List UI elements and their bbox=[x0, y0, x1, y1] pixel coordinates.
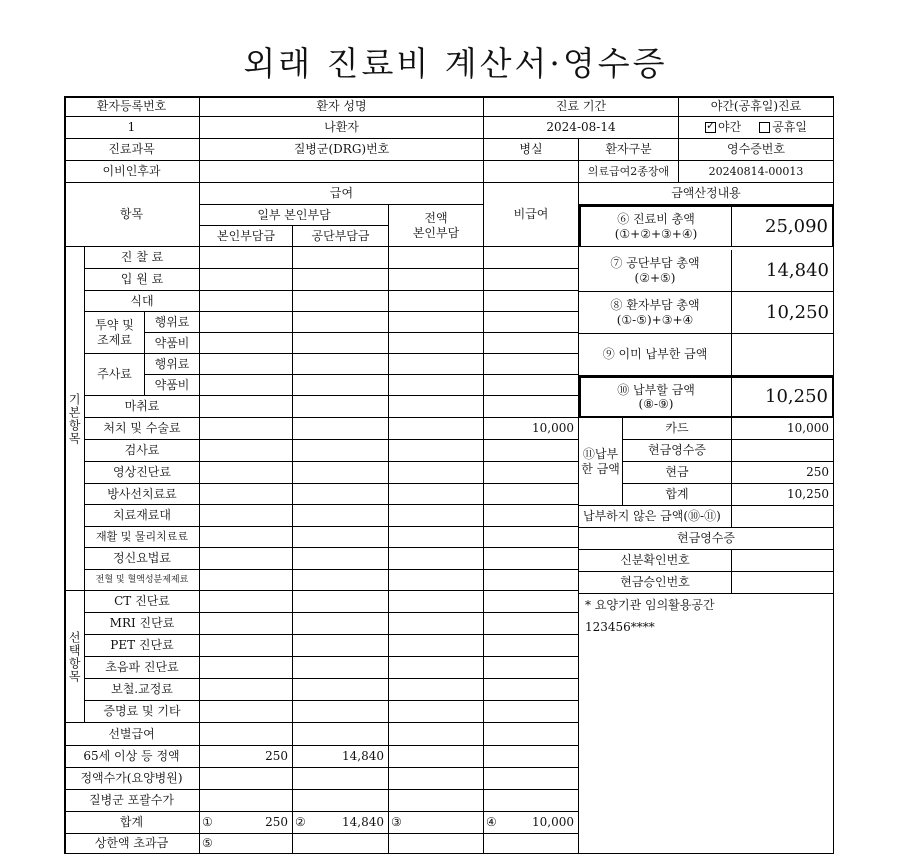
amount-cell bbox=[200, 462, 293, 484]
row-pet: PET 진단료 bbox=[85, 635, 200, 657]
ceiling-cell-3 bbox=[389, 834, 484, 854]
row-psych: 정신요법료 bbox=[85, 548, 200, 570]
row-drug-act: 행위료 bbox=[145, 312, 200, 333]
public-value: 14,840 bbox=[732, 250, 834, 292]
unpaid-value bbox=[732, 506, 834, 528]
row-drug-med: 약품비 bbox=[145, 333, 200, 354]
dept-value: 이비인후과 bbox=[64, 161, 200, 183]
amount-cell bbox=[293, 247, 389, 269]
amount-cell bbox=[200, 418, 293, 440]
sum-value: 10,250 bbox=[732, 484, 834, 506]
id-value bbox=[732, 550, 834, 572]
row-drug: 투약 및 조제료 bbox=[85, 312, 145, 354]
amount-cell bbox=[293, 570, 389, 591]
row-inject-med: 약품비 bbox=[145, 375, 200, 396]
amount-cell bbox=[200, 790, 293, 812]
row-elder: 65세 이상 등 정액 bbox=[64, 746, 200, 768]
amount-cell bbox=[293, 657, 389, 679]
pay-label-cell bbox=[579, 376, 732, 418]
public-formula: (②+⑤) bbox=[634, 270, 676, 285]
amount-cell bbox=[484, 247, 579, 269]
name-label: 환자 성명 bbox=[200, 96, 484, 117]
col-partial: 일부 본인부담 bbox=[200, 205, 389, 226]
amount-cell bbox=[484, 768, 579, 790]
amount-cell bbox=[389, 548, 484, 570]
holiday-checkbox[interactable] bbox=[759, 122, 770, 133]
row-fixed: 정액수가(요양병원) bbox=[64, 768, 200, 790]
amount-cell bbox=[293, 701, 389, 723]
drg-value bbox=[200, 161, 484, 183]
row-ceiling: 상한액 초과금 bbox=[64, 834, 200, 854]
amount-cell bbox=[484, 790, 579, 812]
row-us: 초음파 진단료 bbox=[85, 657, 200, 679]
cash-receipt-header: 현금영수증 bbox=[579, 528, 834, 550]
amount-cell bbox=[389, 701, 484, 723]
total-formula: (①+②+③+④) bbox=[614, 226, 698, 241]
amount-cell bbox=[389, 462, 484, 484]
room-label: 병실 bbox=[484, 139, 579, 161]
col-full: 전액 본인부담 bbox=[389, 205, 484, 247]
row-anes: 마취료 bbox=[85, 396, 200, 418]
sum-label: 합계 bbox=[623, 484, 732, 506]
row-blood: 전혈 및 혈액성분제제료 bbox=[85, 570, 200, 591]
patient-type-label: 환자구분 bbox=[579, 139, 679, 161]
amount-cell bbox=[484, 591, 579, 613]
amount-cell bbox=[293, 462, 389, 484]
row-test: 검사료 bbox=[85, 440, 200, 462]
reg-no-label: 환자등록번호 bbox=[64, 96, 200, 117]
total-full-cell bbox=[389, 812, 484, 834]
amount-cell bbox=[200, 354, 293, 375]
amount-cell bbox=[484, 375, 579, 396]
night-label: 야간(공휴일)진료 bbox=[679, 96, 834, 117]
row-total: 합계 bbox=[64, 812, 200, 834]
total-label: ⑥ 진료비 총액 bbox=[617, 212, 695, 227]
approval-label: 현금승인번호 bbox=[579, 572, 732, 594]
group-optional: 선택항목 bbox=[64, 591, 85, 723]
amount-cell bbox=[389, 312, 484, 333]
amount-cell bbox=[484, 291, 579, 312]
amount-cell bbox=[200, 440, 293, 462]
marker-5: ⑤ bbox=[202, 836, 213, 851]
elder-self-value: 250 bbox=[200, 746, 293, 768]
col-item: 항목 bbox=[64, 183, 200, 247]
card-label: 카드 bbox=[623, 418, 732, 440]
public-label: ⑦ 공단부담 총액 bbox=[610, 256, 700, 271]
marker-1: ① bbox=[202, 815, 213, 830]
amount-cell bbox=[389, 291, 484, 312]
amount-cell bbox=[389, 591, 484, 613]
amount-cell bbox=[484, 440, 579, 462]
amount-cell bbox=[293, 548, 389, 570]
amount-cell bbox=[484, 269, 579, 291]
amount-cell bbox=[389, 418, 484, 440]
room-value bbox=[484, 161, 579, 183]
holiday-option[interactable]: 공휴일 bbox=[759, 120, 807, 134]
total-noncovered-cell bbox=[484, 812, 579, 834]
ceiling-cell-4 bbox=[484, 834, 579, 854]
unpaid-label: 납부하지 않은 금액(⑩-⑪) bbox=[579, 506, 732, 528]
row-radio: 방사선치료료 bbox=[85, 484, 200, 505]
ceiling-self-cell bbox=[200, 834, 293, 854]
col-self-part: 본인부담금 bbox=[200, 226, 293, 247]
amount-cell bbox=[389, 375, 484, 396]
amount-cell bbox=[293, 375, 389, 396]
amount-cell bbox=[200, 333, 293, 354]
marker-4: ④ bbox=[486, 815, 497, 830]
pay-label: ⑩ 납부할 금액 bbox=[617, 382, 695, 397]
amount-cell bbox=[293, 790, 389, 812]
amount-cell bbox=[200, 291, 293, 312]
amount-cell bbox=[484, 484, 579, 505]
paid-label: ⑪납부 한 금액 bbox=[579, 418, 623, 506]
note-label: * 요양기관 임의활용공간 bbox=[585, 598, 715, 612]
amount-cell bbox=[484, 613, 579, 635]
amount-cell bbox=[484, 635, 579, 657]
total-noncovered-value: 10,000 bbox=[532, 815, 574, 830]
row-exam: 진 찰 료 bbox=[85, 247, 200, 269]
amount-cell bbox=[484, 354, 579, 375]
patient-value: 10,250 bbox=[732, 292, 834, 334]
patient-label-cell bbox=[579, 292, 732, 334]
patient-label: ⑧ 환자부담 총액 bbox=[610, 298, 700, 313]
amount-cell bbox=[389, 333, 484, 354]
amount-cell bbox=[293, 723, 389, 746]
amount-cell bbox=[200, 679, 293, 701]
row-ct: CT 진단료 bbox=[85, 591, 200, 613]
name-value: 나환자 bbox=[200, 117, 484, 139]
total-label-cell bbox=[579, 205, 732, 247]
amount-cell bbox=[293, 269, 389, 291]
amount-cell bbox=[200, 269, 293, 291]
amount-cell bbox=[200, 484, 293, 505]
amount-cell bbox=[484, 333, 579, 354]
drg-label: 질병군(DRG)번호 bbox=[200, 139, 484, 161]
row-inject-act: 행위료 bbox=[145, 354, 200, 375]
amount-cell bbox=[200, 396, 293, 418]
public-label-cell bbox=[579, 250, 732, 292]
amount-cell bbox=[200, 527, 293, 548]
row-selective: 선별급여 bbox=[64, 723, 200, 746]
amount-cell bbox=[293, 527, 389, 548]
col-covered: 급여 bbox=[200, 183, 484, 205]
row-drg-total: 질병군 포괄수가 bbox=[64, 790, 200, 812]
id-label: 신분확인번호 bbox=[579, 550, 732, 572]
marker-2: ② bbox=[295, 815, 306, 830]
period-value: 2024-08-14 bbox=[484, 117, 679, 139]
amount-cell bbox=[293, 613, 389, 635]
amount-cell bbox=[389, 635, 484, 657]
amount-cell bbox=[389, 505, 484, 527]
amount-cell bbox=[293, 484, 389, 505]
amount-cell bbox=[389, 269, 484, 291]
pay-formula: (⑧-⑨) bbox=[638, 397, 674, 411]
group-basic: 기본항목 bbox=[64, 247, 85, 591]
elder-public-value: 14,840 bbox=[293, 746, 389, 768]
amount-cell bbox=[484, 548, 579, 570]
cash-receipt-value bbox=[732, 440, 834, 462]
amount-cell bbox=[389, 746, 484, 768]
cash-value: 250 bbox=[732, 462, 834, 484]
amount-cell bbox=[293, 396, 389, 418]
amount-cell bbox=[200, 505, 293, 527]
note-value: 123456**** bbox=[585, 620, 655, 635]
receipt-no-label: 영수증번호 bbox=[679, 139, 834, 161]
total-self-value: 250 bbox=[265, 815, 288, 830]
amount-cell bbox=[200, 375, 293, 396]
amount-cell bbox=[484, 723, 579, 746]
amount-cell bbox=[389, 527, 484, 548]
ceiling-cell-2 bbox=[293, 834, 389, 854]
row-inject: 주사료 bbox=[85, 354, 145, 396]
amount-cell bbox=[484, 505, 579, 527]
amount-cell bbox=[389, 396, 484, 418]
amount-cell bbox=[293, 418, 389, 440]
amount-cell bbox=[484, 396, 579, 418]
total-public-cell bbox=[293, 812, 389, 834]
note-area bbox=[579, 594, 834, 854]
row-meal: 식대 bbox=[85, 291, 200, 312]
amount-cell bbox=[389, 440, 484, 462]
row-hosp: 입 원 료 bbox=[85, 269, 200, 291]
amount-cell bbox=[293, 440, 389, 462]
total-value: 25,090 bbox=[732, 205, 834, 247]
col-public-part: 공단부담금 bbox=[293, 226, 389, 247]
patient-formula: (①-⑤)+③+④ bbox=[616, 312, 694, 327]
amount-cell bbox=[293, 354, 389, 375]
total-public-value: 14,840 bbox=[342, 815, 384, 830]
approval-value bbox=[732, 572, 834, 594]
receipt-no-value: 20240814-00013 bbox=[679, 161, 834, 183]
amount-cell bbox=[293, 679, 389, 701]
row-imaging: 영상진단료 bbox=[85, 462, 200, 484]
amount-cell bbox=[200, 570, 293, 591]
amount-cell bbox=[293, 505, 389, 527]
amount-cell bbox=[389, 247, 484, 269]
amount-cell bbox=[200, 635, 293, 657]
amount-cell bbox=[389, 613, 484, 635]
amount-cell bbox=[389, 723, 484, 746]
amount-cell bbox=[200, 701, 293, 723]
cash-receipt-label: 현금영수증 bbox=[623, 440, 732, 462]
amount-cell bbox=[484, 527, 579, 548]
col-noncovered: 비급여 bbox=[484, 183, 579, 247]
night-checkbox[interactable] bbox=[705, 122, 716, 133]
amount-cell bbox=[200, 613, 293, 635]
amount-cell bbox=[389, 657, 484, 679]
amount-cell bbox=[293, 312, 389, 333]
receipt-form bbox=[64, 96, 834, 854]
row-cert: 증명료 및 기타 bbox=[85, 701, 200, 723]
document-title: 외래 진료비 계산서·영수증 bbox=[243, 44, 668, 83]
patient-type-value: 의료급여2종장애 bbox=[579, 161, 679, 183]
amount-cell bbox=[200, 723, 293, 746]
row-mri: MRI 진단료 bbox=[85, 613, 200, 635]
amount-cell bbox=[293, 591, 389, 613]
amount-cell bbox=[389, 484, 484, 505]
amount-cell bbox=[200, 548, 293, 570]
amount-cell bbox=[293, 333, 389, 354]
row-proc: 처치 및 수술료 bbox=[85, 418, 200, 440]
row-prosth: 보철.교정료 bbox=[85, 679, 200, 701]
dept-label: 진료과목 bbox=[64, 139, 200, 161]
amount-cell bbox=[200, 312, 293, 333]
amount-cell bbox=[484, 701, 579, 723]
amount-cell bbox=[200, 591, 293, 613]
cash-label: 현금 bbox=[623, 462, 732, 484]
prepaid-value bbox=[732, 334, 834, 376]
amount-cell bbox=[200, 657, 293, 679]
proc-noncovered-value: 10,000 bbox=[484, 418, 579, 440]
row-material: 치료재료대 bbox=[85, 505, 200, 527]
amount-cell bbox=[484, 679, 579, 701]
reg-no-value: 1 bbox=[64, 117, 200, 139]
marker-3: ③ bbox=[391, 815, 402, 830]
amount-cell bbox=[389, 354, 484, 375]
total-self-cell bbox=[200, 812, 293, 834]
amount-cell bbox=[484, 746, 579, 768]
amount-cell bbox=[389, 768, 484, 790]
amount-cell bbox=[389, 570, 484, 591]
amount-cell bbox=[389, 790, 484, 812]
amount-cell bbox=[293, 768, 389, 790]
amount-cell bbox=[200, 247, 293, 269]
amount-cell bbox=[389, 679, 484, 701]
amount-cell bbox=[484, 312, 579, 333]
amount-cell bbox=[484, 570, 579, 591]
amount-cell bbox=[484, 462, 579, 484]
night-option[interactable]: ✓ 야간 bbox=[705, 120, 741, 134]
amount-cell bbox=[293, 635, 389, 657]
row-rehab: 재활 및 물리치료료 bbox=[85, 527, 200, 548]
amount-cell bbox=[200, 768, 293, 790]
prepaid-label: ⑨ 이미 납부한 금액 bbox=[579, 334, 732, 376]
card-value: 10,000 bbox=[732, 418, 834, 440]
pay-value: 10,250 bbox=[732, 376, 834, 418]
amount-cell bbox=[484, 657, 579, 679]
period-label: 진료 기간 bbox=[484, 96, 679, 117]
amount-cell bbox=[293, 291, 389, 312]
summary-header: 금액산정내용 bbox=[579, 183, 834, 205]
night-options bbox=[679, 117, 834, 139]
